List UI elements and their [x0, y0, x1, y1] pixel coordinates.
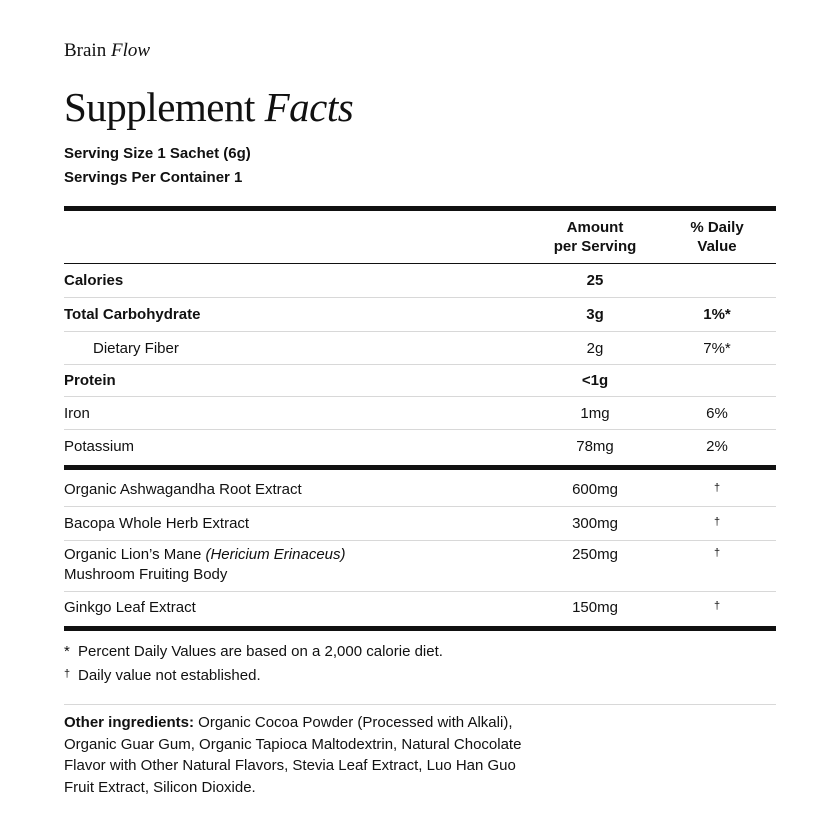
row-divider — [64, 364, 776, 365]
dagger-mark: † — [713, 516, 721, 528]
extracts-thick-rule — [64, 626, 776, 631]
amount-column-header: Amount per Serving — [553, 219, 637, 255]
footnote-percent-daily-values: * Percent Daily Values are based on a 2,000 calorie diet. — [64, 643, 443, 660]
top-thick-rule — [64, 206, 776, 211]
row-divider — [64, 540, 776, 541]
nutrient-row-iron: Iron 1mg 6% — [64, 405, 728, 422]
extract-row-ginkgo: Ginkgo Leaf Extract 150mg † — [64, 599, 721, 616]
dagger-mark: † — [713, 600, 721, 612]
extract-row-bacopa: Bacopa Whole Herb Extract 300mg † — [64, 515, 721, 532]
nutrient-row-calories: Calories 25 — [64, 272, 604, 289]
panel-title: Supplement Facts — [64, 84, 354, 130]
daily-value-column-header: % Daily Value — [690, 219, 744, 255]
nutrient-row-dietary-fiber: Dietary Fiber 2g 7%* — [93, 340, 731, 357]
nutrient-row-total-carbohydrate: Total Carbohydrate 3g 1%* — [64, 306, 731, 323]
row-divider — [64, 429, 776, 430]
row-divider — [64, 331, 776, 332]
extract-row-ashwagandha: Organic Ashwagandha Root Extract 600mg † — [64, 481, 721, 498]
nutrients-thick-rule — [64, 465, 776, 470]
row-divider — [64, 297, 776, 298]
row-divider — [64, 396, 776, 397]
other-ingredients: Other ingredients: Organic Cocoa Powder (Processed with Alkali), Organic Guar Gum, Organic Tapioca Maltodextrin, Natural Chocolate Flavor with Other Natural Flavors, Stevia Leaf Extract, Luo Han Guo Fruit Extract, Silicon Dioxide. — [64, 714, 522, 796]
dagger-mark: † — [713, 547, 721, 559]
dagger-mark: † — [713, 482, 721, 494]
brand-name: Brain Flow — [64, 40, 151, 61]
row-divider — [64, 591, 776, 592]
footnote-divider — [64, 704, 776, 705]
nutrient-row-potassium: Potassium 78mg 2% — [64, 438, 728, 455]
nutrient-row-protein: Protein <1g — [64, 372, 609, 389]
header-rule — [64, 263, 776, 264]
servings-per-container: Servings Per Container 1 — [64, 169, 243, 186]
serving-size: Serving Size 1 Sachet (6g) — [64, 145, 251, 162]
row-divider — [64, 506, 776, 507]
footnote-daily-value-not-established: † Daily value not established. — [64, 667, 261, 684]
extract-row-lions-mane: Organic Lion’s Mane (Hericium Erinaceus) Mushroom Fruiting Body 250mg † — [64, 546, 721, 583]
